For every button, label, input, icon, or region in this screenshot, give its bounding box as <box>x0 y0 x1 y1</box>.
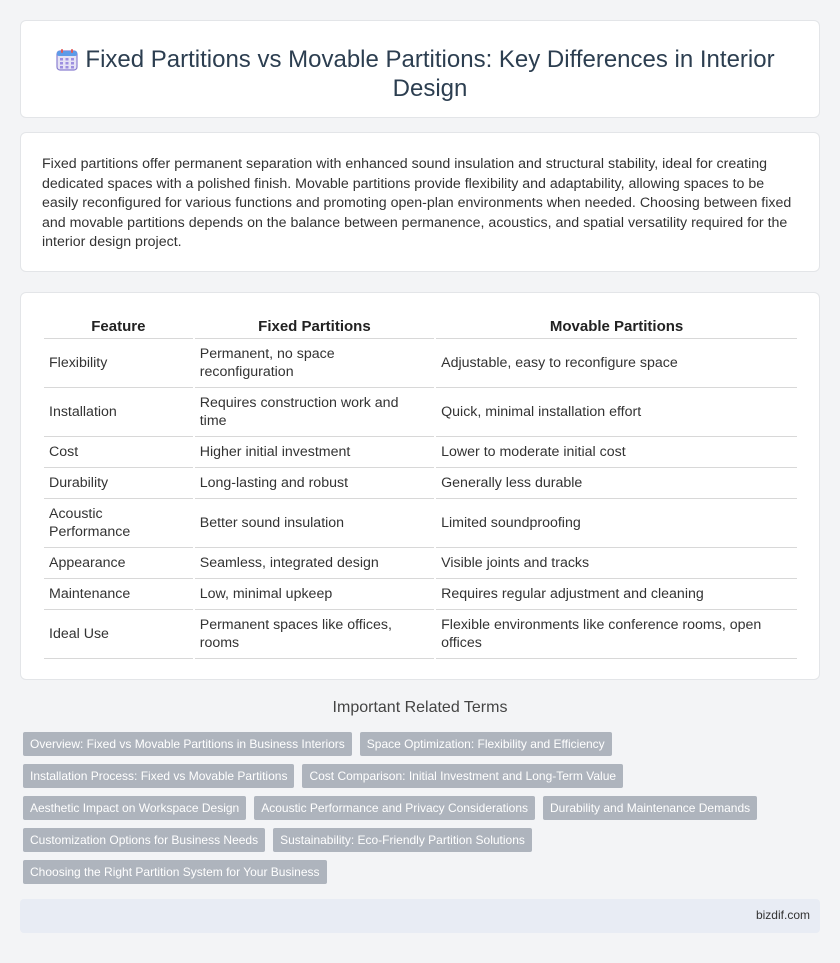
row-movable: Visible joints and tracks <box>436 548 797 579</box>
row-movable: Requires regular adjustment and cleaning <box>436 579 797 610</box>
row-movable: Flexible environments like conference rooms, open offices <box>436 610 797 659</box>
header-card <box>20 20 820 118</box>
row-movable: Limited soundproofing <box>436 499 797 548</box>
table-row <box>44 468 797 499</box>
header-fixed: Fixed Partitions <box>195 315 434 339</box>
related-term-tag[interactable]: Customization Options for Business Needs <box>23 828 265 852</box>
row-feature: Acoustic Performance <box>44 499 193 548</box>
row-movable: Lower to moderate initial cost <box>436 437 797 468</box>
table-row <box>44 548 797 579</box>
related-term-tag[interactable]: Durability and Maintenance Demands <box>543 796 757 820</box>
related-term-tag[interactable]: Overview: Fixed vs Movable Partitions in Business Interiors <box>23 732 352 756</box>
row-feature: Flexibility <box>44 339 193 388</box>
row-movable: Adjustable, easy to reconfigure space <box>436 339 797 388</box>
table-row <box>44 339 797 388</box>
row-fixed: Seamless, integrated design <box>195 548 434 579</box>
related-terms-list <box>23 732 803 892</box>
related-term-tag[interactable]: Space Optimization: Flexibility and Efficiency <box>360 732 612 756</box>
row-movable: Generally less durable <box>436 468 797 499</box>
related-term-tag[interactable]: Acoustic Performance and Privacy Considerations <box>254 796 535 820</box>
footer-site-link[interactable]: bizdif.com <box>755 908 810 922</box>
row-fixed: Better sound insulation <box>195 499 434 548</box>
row-fixed: Permanent, no space reconfiguration <box>195 339 434 388</box>
row-feature: Durability <box>44 468 193 499</box>
table-row <box>44 579 797 610</box>
row-feature: Installation <box>44 388 193 437</box>
related-term-tag[interactable]: Installation Process: Fixed vs Movable Partitions <box>23 764 294 788</box>
row-feature: Maintenance <box>44 579 193 610</box>
header-movable: Movable Partitions <box>436 315 797 339</box>
row-feature: Cost <box>44 437 193 468</box>
row-fixed: Long-lasting and robust <box>195 468 434 499</box>
comparison-table-card <box>20 292 820 680</box>
related-terms-title: Important Related Terms <box>332 699 508 716</box>
summary-text: Fixed partitions offer permanent separation with enhanced sound insulation and structural stability, ideal for creating dedicated spaces with a polished finish. Movable partitions provide flexibility and adaptability, allowing spaces to be easily reconfigured for various functions and promoting open-plan environments when needed. Choosing between fixed and movable partitions depends on the balance between permanence, acoustics, and spatial versatility required for the interior design project. <box>42 156 792 250</box>
row-fixed: Requires construction work and time <box>195 388 434 437</box>
comparison-table <box>42 315 799 659</box>
row-fixed: Low, minimal upkeep <box>195 579 434 610</box>
summary-card <box>20 132 820 272</box>
row-movable: Quick, minimal installation effort <box>436 388 797 437</box>
footer <box>20 899 820 933</box>
table-row <box>44 499 797 548</box>
related-term-tag[interactable]: Sustainability: Eco-Friendly Partition Solutions <box>273 828 532 852</box>
header-feature: Feature <box>44 315 193 339</box>
row-fixed: Permanent spaces like offices, rooms <box>195 610 434 659</box>
related-term-tag[interactable]: Aesthetic Impact on Workspace Design <box>23 796 246 820</box>
table-row <box>44 437 797 468</box>
table-row <box>44 610 797 659</box>
row-fixed: Higher initial investment <box>195 437 434 468</box>
related-term-tag[interactable]: Cost Comparison: Initial Investment and Long-Term Value <box>302 764 623 788</box>
related-term-tag[interactable]: Choosing the Right Partition System for Your Business <box>23 860 327 884</box>
table-row <box>44 388 797 437</box>
row-feature: Ideal Use <box>44 610 193 659</box>
page-title: Fixed Partitions vs Movable Partitions: Key Differences in Interior Design <box>85 46 775 102</box>
row-feature: Appearance <box>44 548 193 579</box>
